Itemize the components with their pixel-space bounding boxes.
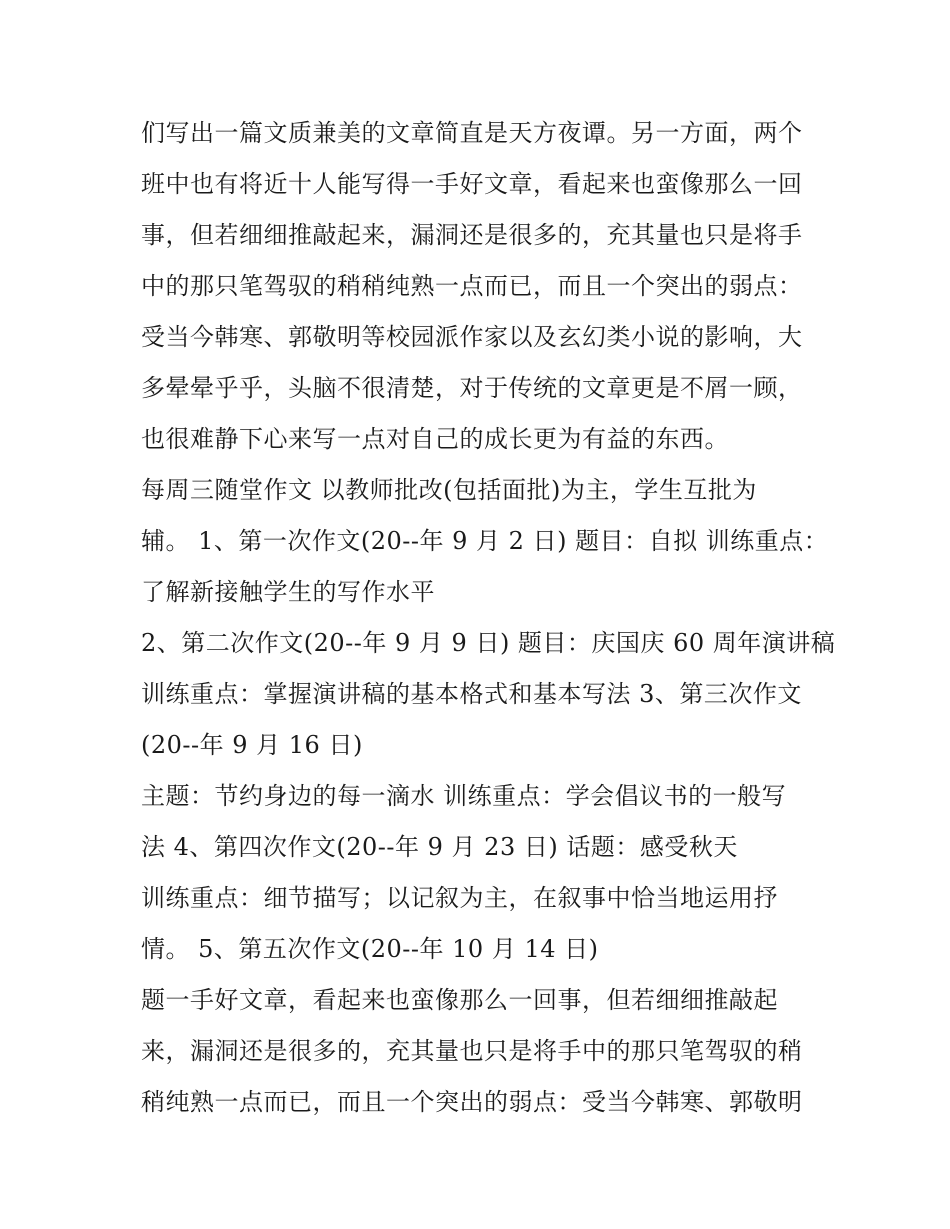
text-line: 辅。 1、第一次作文(20--年 9 月 2 日) 题目：自拟 训练重点： (141, 527, 829, 555)
text-line: 法 4、第四次作文(20--年 9 月 23 日) 话题：感受秋天 (141, 833, 738, 861)
text-line: 题一手好文章，看起来也蛮像那么一回事，但若细细推敲起 (141, 986, 778, 1014)
text-line: 2、第二次作文(20--年 9 月 9 日) 题目：庆国庆 60 周年演讲稿 (141, 629, 836, 657)
text-line: 训练重点：掌握演讲稿的基本格式和基本写法 3、第三次作文 (141, 680, 802, 708)
text-line: 多晕晕乎乎，头脑不很清楚，对于传统的文章更是不屑一顾， (141, 374, 803, 402)
text-line: 中的那只笔驾驭的稍稍纯熟一点而已，而且一个突出的弱点： (141, 272, 803, 300)
text-line: 了解新接触学生的写作水平 (141, 578, 435, 606)
text-line: 情。 5、第五次作文(20--年 10 月 14 日) (141, 935, 599, 963)
text-line: 稍纯熟一点而已，而且一个突出的弱点：受当今韩寒、郭敬明 (141, 1088, 803, 1116)
text-line: 班中也有将近十人能写得一手好文章，看起来也蛮像那么一回 (141, 170, 803, 198)
text-line: 事，但若细细推敲起来，漏洞还是很多的，充其量也只是将手 (141, 221, 803, 249)
text-line: 来，漏洞还是很多的，充其量也只是将手中的那只笔驾驭的稍 (141, 1037, 803, 1065)
text-line: 每周三随堂作文 以教师批改(包括面批)为主，学生互批为 (141, 476, 757, 504)
text-line: 训练重点：细节描写；以记叙为主，在叙事中恰当地运用抒 (141, 884, 778, 912)
text-line: 受当今韩寒、郭敬明等校园派作家以及玄幻类小说的影响，大 (141, 323, 803, 351)
text-line: 主题：节约身边的每一滴水 训练重点：学会倡议书的一般写 (141, 782, 787, 810)
text-line: (20--年 9 月 16 日) (141, 731, 363, 759)
text-line: 也很难静下心来写一点对自己的成长更为有益的东西。 (141, 425, 729, 453)
text-line: 们写出一篇文质兼美的文章简直是天方夜谭。另一方面，两个 (141, 119, 803, 147)
document-body (141, 108, 836, 1128)
